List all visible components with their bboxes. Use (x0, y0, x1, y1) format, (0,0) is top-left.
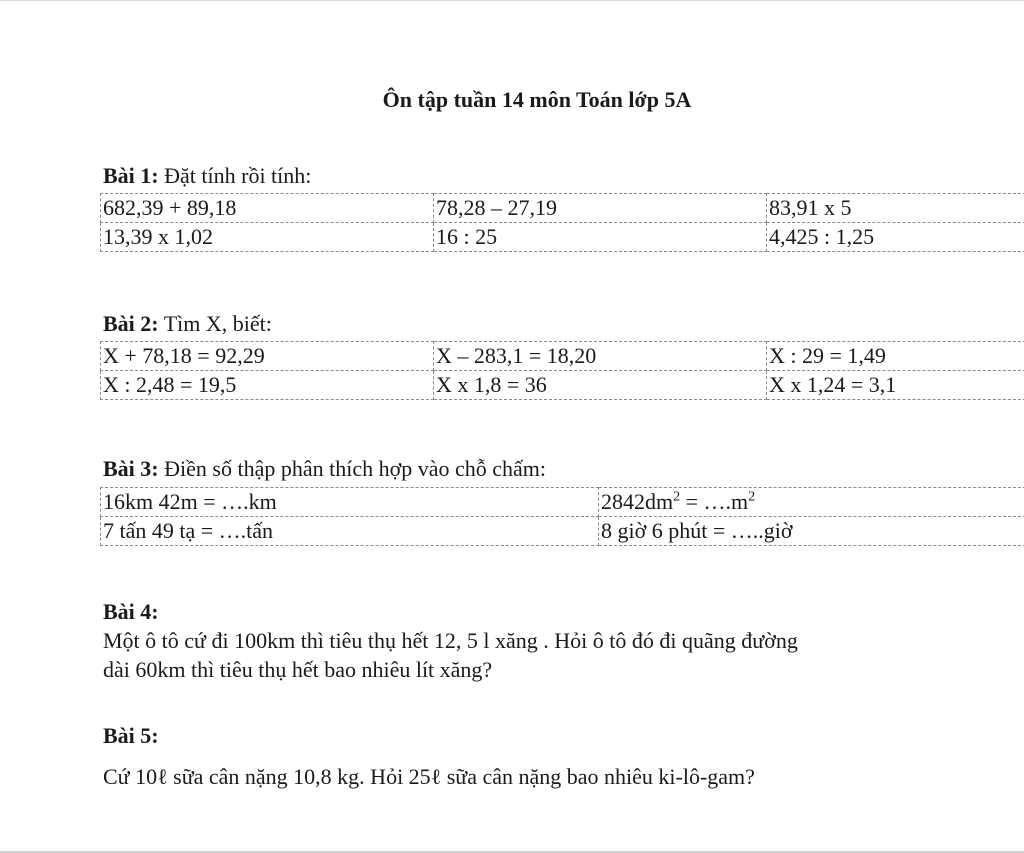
page-title: Ôn tập tuần 14 môn Toán lớp 5A (382, 87, 692, 112)
table-cell: 16km 42m = ….km (101, 488, 599, 517)
bai5-text: Cứ 10ℓ sữa cân nặng 10,8 kg. Hỏi 25ℓ sữa cân nặng bao nhiêu ki-lô-gam? (103, 764, 755, 789)
table-cell: 8 giờ 6 phút = …..giờ (599, 517, 1024, 546)
table-cell: X – 283,1 = 18,20 (434, 342, 767, 371)
bai4-label: Bài 4: (103, 599, 159, 624)
table-cell (599, 488, 1024, 517)
superscript: 2 (673, 489, 681, 505)
bai2-text: Tìm X, biết: (158, 311, 272, 336)
table-cell: 78,28 – 27,19 (434, 194, 767, 223)
table-cell: X : 2,48 = 19,5 (101, 371, 434, 400)
table-cell: X x 1,24 = 3,1 (767, 371, 1024, 400)
bai5-block (103, 721, 983, 791)
table-row (101, 517, 1024, 546)
table-cell: 7 tấn 49 tạ = ….tấn (101, 517, 599, 546)
bai1-text: Đặt tính rồi tính: (158, 163, 312, 188)
table-row (101, 371, 1024, 400)
bai4-block (103, 597, 983, 684)
superscript: 2 (748, 489, 756, 505)
bai1-table (100, 193, 1024, 252)
table-cell: 16 : 25 (434, 223, 767, 252)
bai2-table (100, 341, 1024, 400)
table-cell: X + 78,18 = 92,29 (101, 342, 434, 371)
bai1-heading (103, 163, 311, 189)
table-row (101, 194, 1024, 223)
table-cell: 13,39 x 1,02 (101, 223, 434, 252)
bai3-label: Bài 3: (103, 456, 159, 481)
table-cell: X : 29 = 1,49 (767, 342, 1024, 371)
table-row (101, 223, 1024, 252)
table-row (101, 488, 1024, 517)
bai4-line-1: Một ô tô cứ đi 100km thì tiêu thụ hết 12, 5 l xăng . Hỏi ô tô đó đi quãng đường (103, 628, 798, 653)
bai3-heading (103, 456, 546, 482)
table-row (101, 342, 1024, 371)
bai1-label: Bài 1: (103, 163, 159, 188)
bai2-heading (103, 311, 272, 337)
bai4-line-2: dài 60km thì tiêu thụ hết bao nhiêu lít xăng? (103, 657, 493, 682)
bai2-label: Bài 2: (103, 311, 159, 336)
area-unit-text: = ….m (680, 489, 749, 514)
table-cell: 682,39 + 89,18 (101, 194, 434, 223)
bai3-table (100, 487, 1024, 546)
table-cell: X x 1,8 = 36 (434, 371, 767, 400)
bai3-text: Điền số thập phân thích hợp vào chỗ chấm: (158, 456, 546, 481)
area-value: 2842dm (601, 489, 674, 514)
bai5-label: Bài 5: (103, 723, 159, 748)
table-cell: 4,425 : 1,25 (767, 223, 1024, 252)
table-cell: 83,91 x 5 (767, 194, 1024, 223)
